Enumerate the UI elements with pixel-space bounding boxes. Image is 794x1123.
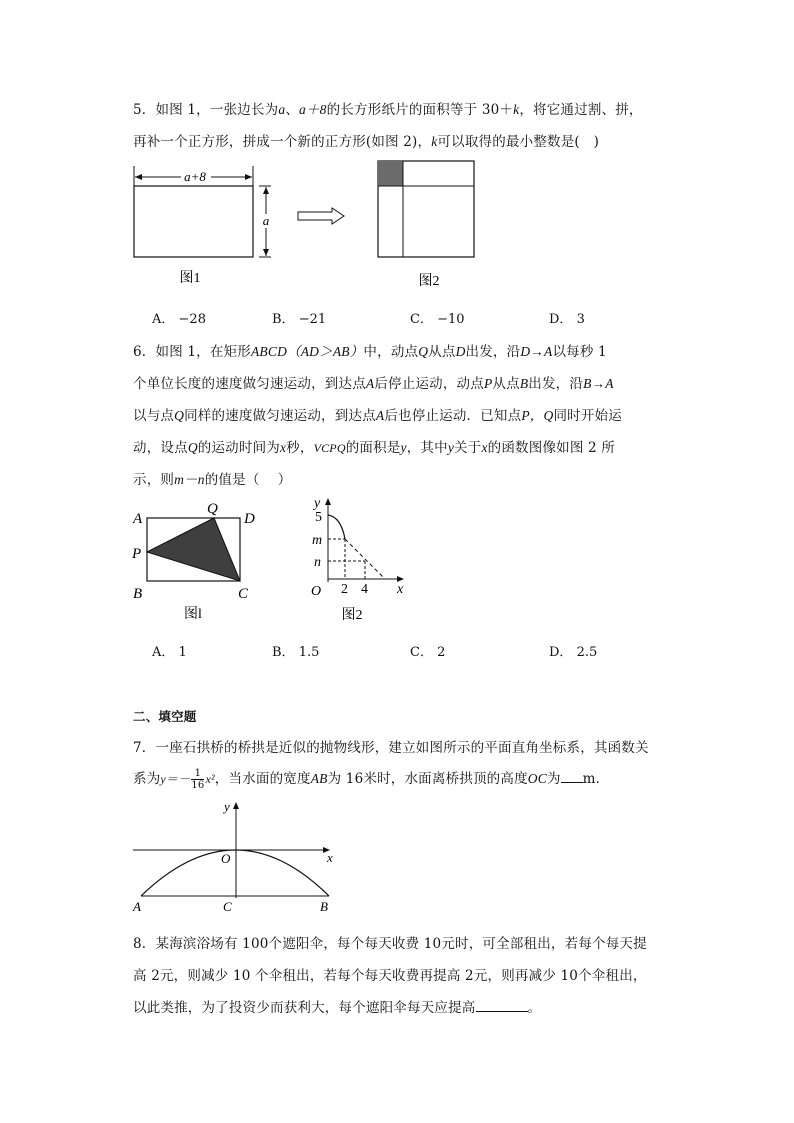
arch-parabola bbox=[141, 850, 329, 896]
q5-option-b[interactable]: B． −21 bbox=[272, 312, 327, 327]
q6-option-b[interactable]: B． 1.5 bbox=[272, 645, 320, 660]
q5-figure-2 bbox=[378, 161, 474, 289]
label-a: a bbox=[262, 213, 270, 228]
transform-arrow-icon bbox=[298, 208, 344, 224]
tick-label-5: 5 bbox=[315, 510, 322, 525]
q5-option-c[interactable]: C． −10 bbox=[410, 312, 465, 327]
q6-line-4: 动，设点Q的运动时间为x秒，VCPQ的面积是y，其中y关于x的函数图像如图 2 所 bbox=[133, 440, 616, 456]
small-shaded-square bbox=[378, 161, 403, 186]
q5-figures bbox=[125, 158, 525, 298]
answer-blank-q8[interactable] bbox=[476, 997, 528, 1012]
q5-line-2: 再补一个正方形，拼成一个新的正方形(如图 2)，k可以取得的最小整数是( ) bbox=[133, 134, 600, 150]
tick-label-m: m bbox=[312, 533, 323, 548]
q6-line-3: 以与点Q同样的速度做匀速运动，到达点A后也停止运动．已知点P，Q同时开始运 bbox=[133, 408, 622, 424]
axis-label-x: x bbox=[397, 582, 404, 597]
caption-fig2: 图2 bbox=[418, 274, 440, 289]
q7-figure bbox=[125, 798, 355, 918]
point-a-label: A bbox=[133, 899, 141, 914]
point-a-label: A bbox=[133, 511, 143, 527]
q6-option-d[interactable]: D． 2.5 bbox=[549, 645, 598, 660]
point-b-label: B bbox=[320, 899, 328, 914]
q6-option-a[interactable]: A． 1 bbox=[152, 645, 187, 660]
tick-label-4: 4 bbox=[361, 582, 368, 597]
axis-label-y: y bbox=[224, 799, 230, 814]
label-a-plus-8: a+8 bbox=[184, 169, 206, 184]
q6-line-2: 个单位长度的速度做匀速运动，到达点A后停止运动，动点P从点B出发，沿B→A bbox=[133, 376, 614, 392]
triangle-cpq bbox=[147, 518, 240, 581]
q8-line-3: 以此类推，为了投资少而获利大，每个遮阳伞每天应提高 。 bbox=[133, 996, 541, 1016]
point-c-label: C bbox=[223, 899, 232, 914]
answer-blank-q7[interactable] bbox=[561, 768, 583, 783]
q6-line-5: 示，则m－n的值是（ ） bbox=[133, 472, 292, 488]
q6-line-1: 6．如图 1，在矩形ABCD（AD＞AB）中，动点Q从点D出发，沿D→A以每秒 1 bbox=[133, 344, 607, 360]
point-q-label: Q bbox=[207, 501, 218, 517]
rectangle-a-by-a8 bbox=[134, 186, 253, 257]
tick-label-n: n bbox=[314, 555, 321, 570]
caption-fig1: 图1 bbox=[179, 271, 201, 286]
axis-label-y: y bbox=[314, 496, 321, 511]
tick-label-2: 2 bbox=[341, 582, 348, 597]
origin-label: O bbox=[221, 851, 231, 866]
q5-option-a[interactable]: A． −28 bbox=[152, 312, 206, 327]
point-b-label: B bbox=[133, 586, 143, 602]
q6-figure-2 bbox=[311, 496, 404, 623]
arrowhead-left bbox=[135, 174, 142, 180]
point-c-label: C bbox=[238, 586, 249, 602]
arrowhead-right bbox=[245, 174, 252, 180]
q6-option-c[interactable]: C． 2 bbox=[410, 645, 446, 660]
q8-line-2: 高 2元，则减少 10 个伞租出，若每个每天收费再提高 2元，则再减少 10个伞租出， bbox=[133, 968, 647, 984]
caption-q6-fig1: 图l bbox=[184, 607, 202, 622]
point-d-label: D bbox=[244, 511, 255, 527]
q5-figure-1 bbox=[134, 166, 272, 286]
axis-label-x: x bbox=[327, 850, 333, 865]
caption-q6-fig2: 图2 bbox=[341, 608, 363, 623]
q5-option-d[interactable]: D． 3 bbox=[549, 312, 585, 327]
q7-line-1: 7．一座石拱桥的桥拱是近似的抛物线形，建立如图所示的平面直角坐标系，其函数关 bbox=[133, 740, 649, 756]
q7-line-2: 系为y＝－ $\frac{1}{16}$ x²，当水面的宽度AB为 16米时，水面离桥拱顶的高度OC为 m． bbox=[133, 768, 610, 791]
point-p-label: P bbox=[132, 546, 142, 562]
origin-label: O bbox=[311, 584, 322, 599]
section-title: 二、填空题 bbox=[133, 709, 197, 724]
q6-figure-1 bbox=[131, 501, 255, 622]
q5-line-1: 5．如图 1，一张边长为a、a＋8的长方形纸片的面积等于 30＋k，将它通过割、拼， bbox=[133, 102, 643, 118]
q8-line-1: 8．某海滨浴场有 100个遮阳伞，每个每天收费 10元时，可全部租出，若每个每天提 bbox=[133, 936, 647, 952]
graph-curve bbox=[328, 515, 345, 539]
fraction-1-16: $\frac{1}{16}$ bbox=[191, 768, 205, 791]
q6-figures bbox=[125, 494, 425, 634]
